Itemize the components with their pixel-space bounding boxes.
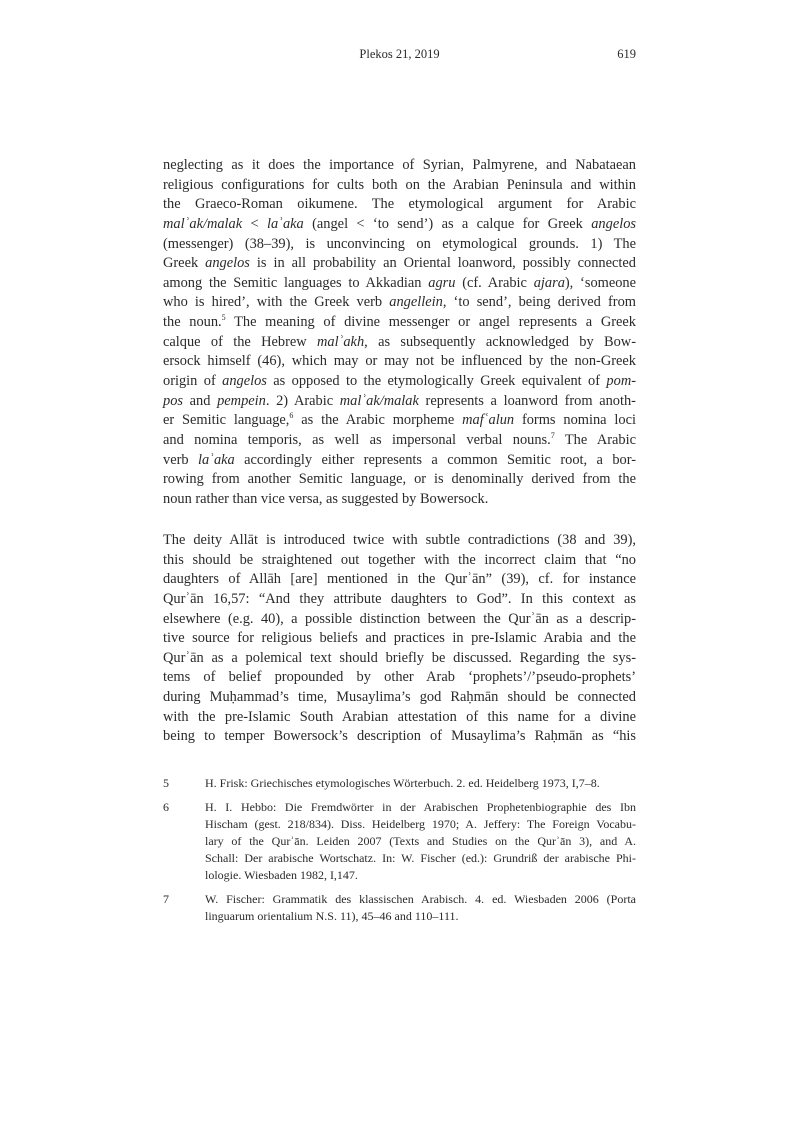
footnote-reference[interactable]: 5 bbox=[221, 313, 226, 323]
italic-term: pos bbox=[163, 392, 183, 409]
text-run: tive source for religious beliefs and practices in pre-Islamic Arabia and the bbox=[163, 630, 636, 647]
text-run: is in all probability an Oriental loanword, possibly connected bbox=[249, 255, 636, 272]
text-line bbox=[163, 392, 636, 412]
italic-term: malʾakh bbox=[316, 333, 365, 350]
text-run: who is hired’, with the Greek verb bbox=[163, 294, 390, 311]
footnote-number: 6 bbox=[163, 800, 169, 814]
italic-term: pempein bbox=[217, 392, 266, 409]
text-run: rowing from another Semitic language, or is denominally derived from the bbox=[163, 471, 636, 488]
italic-term: ajara bbox=[533, 274, 565, 291]
italic-term: laʾaka bbox=[197, 451, 235, 468]
text-run: and nomina temporis, as well as impersonal verbal nouns. bbox=[163, 431, 551, 448]
footnote-number: 7 bbox=[163, 892, 169, 906]
italic-term: angelos bbox=[205, 255, 250, 272]
text-line bbox=[163, 708, 636, 728]
text-run: tems of belief propounded by other Arab ‘prophets’/’pseudo-prophets’ bbox=[163, 669, 636, 686]
text-line bbox=[163, 668, 636, 688]
footnote-line: lary of the Qurʾān. Leiden 2007 (Texts and Studies on the Qurʾān 3), and A. bbox=[205, 834, 636, 848]
text-line bbox=[163, 629, 636, 649]
text-line bbox=[163, 333, 636, 353]
italic-term: laʾaka bbox=[266, 215, 304, 232]
text-run: (messenger) (38–39), is unconvincing on etymological grounds. 1) The bbox=[163, 235, 636, 252]
text-run: ersock himself (46), which may or may not be influenced by the non-Greek bbox=[163, 353, 636, 370]
text-run: forms nomina loci bbox=[514, 412, 636, 429]
text-line bbox=[163, 176, 636, 196]
text-run: verb bbox=[163, 451, 198, 468]
footnote-line: linguarum orientalium N.S. 11), 45–46 and 110–111. bbox=[205, 909, 459, 923]
text-line bbox=[163, 411, 636, 431]
italic-term: angelos bbox=[222, 373, 267, 390]
text-run: origin of bbox=[163, 373, 223, 390]
text-run: Greek bbox=[163, 255, 206, 272]
text-run: . 2) Arabic bbox=[265, 392, 340, 409]
text-run: The Arabic bbox=[554, 431, 637, 448]
text-run: noun rather than vice versa, as suggested by Bowersock. bbox=[163, 490, 489, 507]
text-run: the Graeco-Roman oikumene. The etymological argument for Arabic bbox=[163, 196, 636, 213]
italic-term: malʾak/malak bbox=[339, 392, 419, 409]
paragraph-1 bbox=[163, 156, 636, 510]
running-header bbox=[163, 47, 636, 65]
text-run: represents a loanword from anoth- bbox=[418, 392, 636, 409]
text-run: as the Arabic morpheme bbox=[293, 412, 463, 429]
italic-term: angellein bbox=[389, 294, 443, 311]
page-number: 619 bbox=[617, 47, 636, 61]
text-run: Qurʾān 16,57: “And they attribute daughters to God”. In this context as bbox=[163, 590, 636, 607]
text-line bbox=[163, 490, 636, 510]
text-line bbox=[163, 313, 636, 333]
text-line bbox=[163, 727, 636, 747]
footnote-reference[interactable]: 7 bbox=[550, 430, 555, 440]
text-line bbox=[163, 570, 636, 590]
italic-term: mafʿalun bbox=[462, 412, 515, 429]
text-run: being to temper Bowersock’s description of Musaylima’s Raḥmān as “his bbox=[163, 728, 636, 745]
italic-term: agru bbox=[428, 274, 456, 291]
text-line bbox=[163, 274, 636, 294]
text-run: the noun. bbox=[163, 314, 222, 331]
text-run: daughters of Allāh [are] mentioned in the Qurʾān” (39), cf. for instance bbox=[163, 571, 636, 588]
text-run: among the Semitic languages to Akkadian bbox=[163, 274, 429, 291]
text-line bbox=[163, 235, 636, 255]
text-line bbox=[163, 470, 636, 490]
text-line bbox=[163, 156, 636, 176]
text-line bbox=[163, 590, 636, 610]
text-run: calque of the Hebrew bbox=[163, 333, 317, 350]
text-run: this should be straightened out together with the incorrect claim that “no bbox=[163, 551, 636, 568]
journal-title: Plekos 21, 2019 bbox=[359, 47, 440, 61]
footnote-line: H. Frisk: Griechisches etymologisches Wörterbuch. 2. ed. Heidelberg 1973, I,7–8. bbox=[205, 776, 600, 790]
text-run: The meaning of divine messenger or angel represents a Greek bbox=[225, 314, 636, 331]
footnote-line: W. Fischer: Grammatik des klassischen Arabisch. 4. ed. Wiesbaden 2006 (Porta bbox=[205, 892, 636, 906]
text-run: and bbox=[183, 392, 218, 409]
text-line bbox=[163, 688, 636, 708]
text-line bbox=[163, 649, 636, 669]
text-run: ), ‘someone bbox=[564, 274, 637, 291]
text-run: , ‘to send’, being derived from bbox=[442, 294, 636, 311]
footnote-line: H. I. Hebbo: Die Fremdwörter in der Arabischen Prophetenbiographie des Ibn bbox=[205, 800, 636, 814]
text-run: (angel < ‘to send’) as a calque for Greek bbox=[303, 215, 592, 232]
text-run: during Muḥammad’s time, Musaylima’s god Raḥmān should be connected bbox=[163, 689, 636, 706]
text-run: , as subsequently acknowledged by Bow- bbox=[364, 333, 636, 350]
text-line bbox=[163, 215, 636, 235]
text-run: elsewhere (e.g. 40), a possible distinction between the Qurʾān as a descrip- bbox=[163, 610, 636, 627]
footnote-number: 5 bbox=[163, 776, 169, 790]
text-run: (cf. Arabic bbox=[455, 274, 534, 291]
text-line bbox=[163, 195, 636, 215]
text-run: neglecting as it does the importance of Syrian, Palmyrene, and Nabataean bbox=[163, 157, 636, 173]
text-line bbox=[163, 451, 636, 471]
text-run: with the pre-Islamic South Arabian attestation of this name for a divine bbox=[163, 708, 636, 725]
footnote-reference[interactable]: 6 bbox=[289, 411, 294, 421]
text-run: accordingly either represents a common Semitic root, a bor- bbox=[234, 451, 637, 468]
text-line bbox=[163, 531, 636, 551]
text-line bbox=[163, 551, 636, 571]
text-line bbox=[163, 431, 636, 451]
footnote-line: lologie. Wiesbaden 1982, I,147. bbox=[205, 868, 358, 882]
paragraph-2 bbox=[163, 531, 636, 747]
footnote-line: Hischam (gest. 218/834). Diss. Heidelberg 1970; A. Jeffery: The Foreign Vocabu- bbox=[205, 817, 636, 831]
italic-term: malʾak/malak bbox=[163, 215, 243, 232]
text-line bbox=[163, 254, 636, 274]
text-line bbox=[163, 610, 636, 630]
text-run: as opposed to the etymologically Greek equivalent of bbox=[266, 373, 607, 390]
footnote bbox=[163, 799, 636, 884]
text-run: Qurʾān as a polemical text should briefly be discussed. Regarding the sys- bbox=[163, 649, 636, 666]
text-run: religious configurations for cults both on the Arabian Peninsula and within bbox=[163, 176, 636, 193]
italic-term: pom- bbox=[606, 373, 636, 390]
footnote bbox=[163, 891, 636, 925]
text-line bbox=[163, 293, 636, 313]
text-run: er Semitic language, bbox=[163, 412, 290, 429]
text-run: The deity Allāt is introduced twice with subtle contradictions (38 and 39), bbox=[163, 532, 636, 548]
footnotes bbox=[163, 775, 636, 932]
text-line bbox=[163, 352, 636, 372]
footnote-line: Schall: Der arabische Wortschatz. In: W. Fischer (ed.): Grundriß der arabische Phi- bbox=[205, 851, 636, 865]
text-run: < bbox=[242, 215, 267, 232]
text-line bbox=[163, 372, 636, 392]
footnote bbox=[163, 775, 636, 792]
italic-term: angelos bbox=[591, 215, 637, 232]
